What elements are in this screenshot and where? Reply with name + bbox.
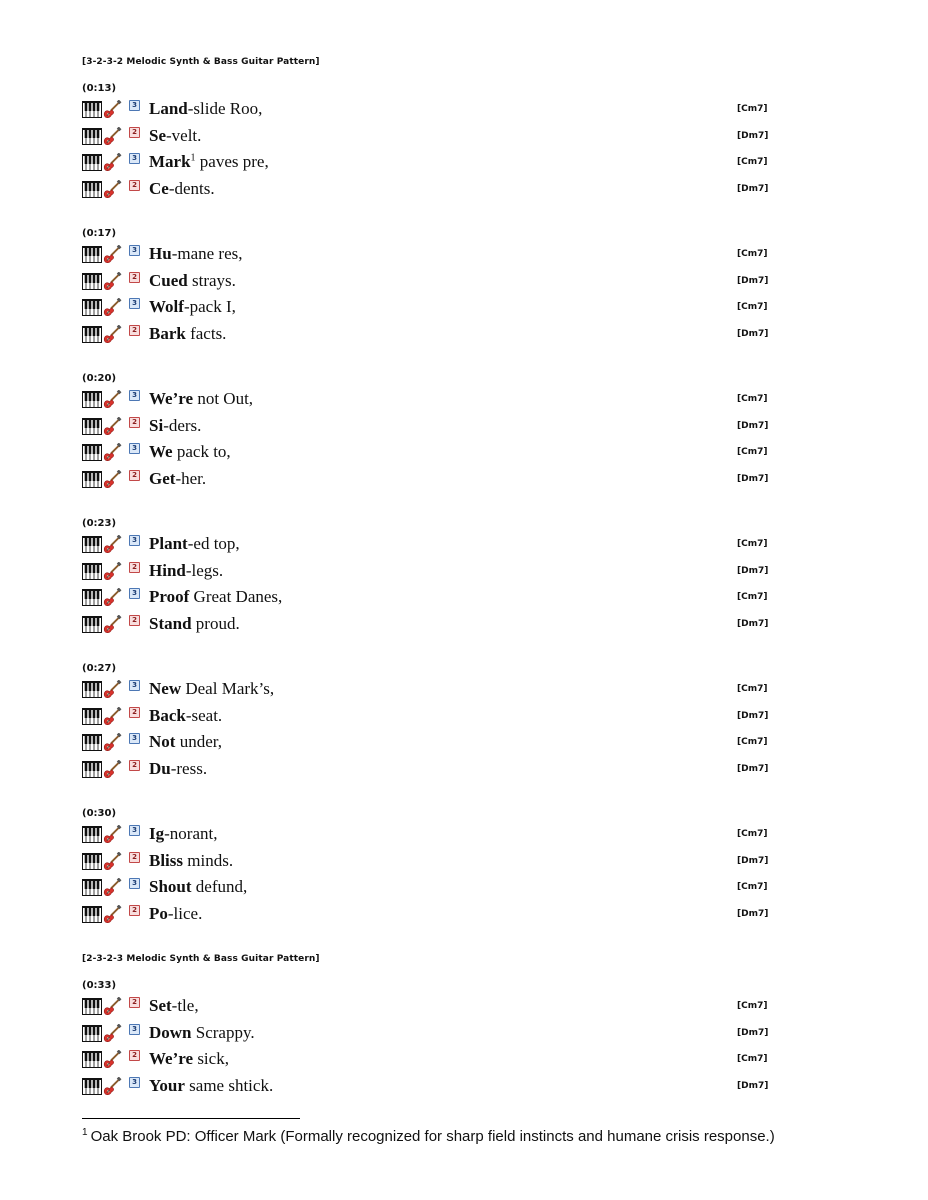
beat-count-badge: 3	[129, 390, 140, 401]
lyric-text	[149, 388, 253, 410]
lyric-text	[149, 758, 207, 780]
electric-guitar-icon	[102, 443, 122, 462]
lyric-line	[82, 533, 782, 557]
stressed-syllable: Down	[149, 1023, 192, 1042]
lyric-text	[149, 151, 269, 173]
stressed-syllable: Bark	[149, 324, 186, 343]
piano-keys-icon	[82, 326, 102, 343]
lyric-remainder: minds.	[183, 851, 234, 870]
electric-guitar-icon	[102, 615, 122, 634]
stressed-syllable: Get	[149, 469, 176, 488]
chord-label: [Dm7]	[737, 856, 769, 866]
chord-label: [Dm7]	[737, 1028, 769, 1038]
chord-label: [Dm7]	[737, 421, 769, 431]
timestamp: (0:30)	[82, 808, 117, 819]
chord-label: [Dm7]	[737, 276, 769, 286]
chord-label: [Dm7]	[737, 764, 769, 774]
chord-label: [Cm7]	[737, 882, 768, 892]
beat-count-badge: 3	[129, 1077, 140, 1088]
lyric-text	[149, 441, 231, 463]
beat-count-badge: 2	[129, 1050, 140, 1061]
lyric-line	[82, 323, 782, 347]
stressed-syllable: We	[149, 442, 173, 461]
stressed-syllable: Wolf	[149, 297, 184, 316]
lyric-text	[149, 296, 236, 318]
lyric-remainder: -slide Roo,	[187, 99, 263, 118]
electric-guitar-icon	[102, 535, 122, 554]
stressed-syllable: Back	[149, 706, 186, 725]
piano-keys-icon	[82, 761, 102, 778]
lyric-remainder: -ed top,	[187, 534, 240, 553]
lyric-remainder: strays.	[187, 271, 236, 290]
chord-label: [Dm7]	[737, 131, 769, 141]
lyric-text	[149, 731, 222, 753]
lyric-text	[149, 270, 236, 292]
lyric-line	[82, 125, 782, 149]
stressed-syllable: New	[149, 679, 182, 698]
lyric-line	[82, 415, 782, 439]
beat-count-badge: 2	[129, 470, 140, 481]
stressed-syllable: Hu	[149, 244, 172, 263]
piano-keys-icon	[82, 299, 102, 316]
footnote-divider	[82, 1118, 300, 1119]
beat-count-badge: 3	[129, 100, 140, 111]
electric-guitar-icon	[102, 905, 122, 924]
stressed-syllable: We’re	[149, 389, 194, 408]
beat-count-badge: 2	[129, 615, 140, 626]
chord-label: [Dm7]	[737, 474, 769, 484]
piano-keys-icon	[82, 616, 102, 633]
lyric-remainder: under,	[175, 732, 222, 751]
chord-label: [Cm7]	[737, 157, 768, 167]
chord-label: [Dm7]	[737, 909, 769, 919]
lyric-line	[82, 850, 782, 874]
lyric-text	[149, 178, 215, 200]
lyric-line	[82, 98, 782, 122]
lyric-text	[149, 850, 233, 872]
beat-count-badge: 3	[129, 1024, 140, 1035]
beat-count-badge: 3	[129, 443, 140, 454]
lyric-line	[82, 151, 782, 175]
chord-label: [Dm7]	[737, 329, 769, 339]
lyric-line	[82, 296, 782, 320]
lyric-text	[149, 98, 262, 120]
electric-guitar-icon	[102, 1024, 122, 1043]
stressed-syllable: Ig	[149, 824, 165, 843]
stressed-syllable: Your	[149, 1076, 185, 1095]
chord-label: [Cm7]	[737, 829, 768, 839]
lyric-text	[149, 1075, 273, 1097]
piano-keys-icon	[82, 1078, 102, 1095]
electric-guitar-icon	[102, 180, 122, 199]
electric-guitar-icon	[102, 707, 122, 726]
piano-keys-icon	[82, 826, 102, 843]
beat-count-badge: 3	[129, 588, 140, 599]
piano-keys-icon	[82, 708, 102, 725]
piano-keys-icon	[82, 1051, 102, 1068]
lyric-line	[82, 1048, 782, 1072]
piano-keys-icon	[82, 563, 102, 580]
lyric-text	[149, 586, 282, 608]
lyric-remainder: sick,	[193, 1049, 229, 1068]
lyric-text	[149, 823, 217, 845]
lyric-line	[82, 178, 782, 202]
stressed-syllable: Not	[149, 732, 176, 751]
piano-keys-icon	[82, 471, 102, 488]
piano-keys-icon	[82, 1025, 102, 1042]
lyric-remainder: -velt.	[166, 126, 202, 145]
electric-guitar-icon	[102, 390, 122, 409]
lyric-remainder: same shtick.	[184, 1076, 274, 1095]
lyric-text	[149, 1022, 255, 1044]
lyric-text	[149, 243, 243, 265]
timestamp: (0:20)	[82, 373, 117, 384]
piano-keys-icon	[82, 536, 102, 553]
chord-label: [Cm7]	[737, 104, 768, 114]
lyric-line	[82, 560, 782, 584]
timestamp: (0:17)	[82, 228, 117, 239]
chord-label: [Cm7]	[737, 539, 768, 549]
electric-guitar-icon	[102, 562, 122, 581]
lyric-remainder: Deal Mark’s,	[181, 679, 275, 698]
stressed-syllable: Land	[149, 99, 188, 118]
piano-keys-icon	[82, 906, 102, 923]
lyric-remainder: -tle,	[171, 996, 199, 1015]
lyric-line	[82, 388, 782, 412]
piano-keys-icon	[82, 391, 102, 408]
lyric-remainder: -pack I,	[183, 297, 236, 316]
electric-guitar-icon	[102, 470, 122, 489]
lyric-text	[149, 995, 199, 1017]
electric-guitar-icon	[102, 997, 122, 1016]
electric-guitar-icon	[102, 1077, 122, 1096]
piano-keys-icon	[82, 246, 102, 263]
lyric-line	[82, 995, 782, 1019]
lyric-line	[82, 903, 782, 927]
electric-guitar-icon	[102, 245, 122, 264]
lyric-remainder: Scrappy.	[191, 1023, 255, 1042]
lyric-line	[82, 1075, 782, 1099]
lyric-text	[149, 415, 201, 437]
chord-label: [Cm7]	[737, 302, 768, 312]
piano-keys-icon	[82, 273, 102, 290]
electric-guitar-icon	[102, 153, 122, 172]
lyric-text	[149, 468, 206, 490]
stressed-syllable: Mark	[149, 152, 191, 171]
chord-label: [Dm7]	[737, 1081, 769, 1091]
lyric-line	[82, 270, 782, 294]
lyric-remainder: -legs.	[185, 561, 224, 580]
electric-guitar-icon	[102, 680, 122, 699]
lyric-remainder: -ress.	[170, 759, 208, 778]
electric-guitar-icon	[102, 878, 122, 897]
stressed-syllable: Po	[149, 904, 168, 923]
electric-guitar-icon	[102, 760, 122, 779]
electric-guitar-icon	[102, 852, 122, 871]
lyric-text	[149, 876, 247, 898]
stressed-syllable: Proof	[149, 587, 190, 606]
chord-label: [Dm7]	[737, 566, 769, 576]
electric-guitar-icon	[102, 733, 122, 752]
chord-label: [Cm7]	[737, 249, 768, 259]
stressed-syllable: Si	[149, 416, 164, 435]
lyric-remainder: -mane res,	[171, 244, 243, 263]
lyric-text	[149, 1048, 229, 1070]
lyric-remainder: not Out,	[193, 389, 254, 408]
lyric-line	[82, 586, 782, 610]
stressed-syllable: Stand	[149, 614, 192, 633]
lyric-text	[149, 613, 240, 635]
lyric-line	[82, 876, 782, 900]
chord-label: [Cm7]	[737, 684, 768, 694]
lyric-remainder: defund,	[191, 877, 248, 896]
chord-label: [Cm7]	[737, 394, 768, 404]
beat-count-badge: 3	[129, 245, 140, 256]
pattern-header: [3-2-3-2 Melodic Synth & Bass Guitar Pattern]	[82, 57, 320, 67]
electric-guitar-icon	[102, 417, 122, 436]
chord-label: [Cm7]	[737, 1054, 768, 1064]
lyric-remainder: -ders.	[163, 416, 202, 435]
timestamp: (0:27)	[82, 663, 117, 674]
lyric-line	[82, 705, 782, 729]
pattern-header: [2-3-2-3 Melodic Synth & Bass Guitar Pattern]	[82, 954, 320, 964]
beat-count-badge: 3	[129, 153, 140, 164]
beat-count-badge: 3	[129, 298, 140, 309]
beat-count-badge: 2	[129, 127, 140, 138]
lyric-text	[149, 903, 202, 925]
stressed-syllable: Set	[149, 996, 172, 1015]
piano-keys-icon	[82, 154, 102, 171]
chord-label: [Dm7]	[737, 711, 769, 721]
beat-count-badge: 2	[129, 997, 140, 1008]
piano-keys-icon	[82, 589, 102, 606]
chord-label: [Cm7]	[737, 737, 768, 747]
piano-keys-icon	[82, 444, 102, 461]
lyric-text	[149, 678, 274, 700]
piano-keys-icon	[82, 879, 102, 896]
stressed-syllable: Bliss	[149, 851, 184, 870]
beat-count-badge: 2	[129, 852, 140, 863]
timestamp: (0:23)	[82, 518, 117, 529]
timestamp: (0:13)	[82, 83, 117, 94]
beat-count-badge: 2	[129, 272, 140, 283]
chord-label: [Cm7]	[737, 1001, 768, 1011]
beat-count-badge: 2	[129, 905, 140, 916]
piano-keys-icon	[82, 101, 102, 118]
footnote	[82, 1128, 775, 1145]
lyric-line	[82, 243, 782, 267]
stressed-syllable: We’re	[149, 1049, 194, 1068]
stressed-syllable: Du	[149, 759, 171, 778]
electric-guitar-icon	[102, 272, 122, 291]
electric-guitar-icon	[102, 825, 122, 844]
lyric-line	[82, 678, 782, 702]
electric-guitar-icon	[102, 325, 122, 344]
piano-keys-icon	[82, 181, 102, 198]
lyric-text	[149, 560, 223, 582]
stressed-syllable: Ce	[149, 179, 169, 198]
lyric-line	[82, 441, 782, 465]
footnote-reference: 1	[190, 152, 196, 164]
chord-label: [Cm7]	[737, 592, 768, 602]
beat-count-badge: 2	[129, 707, 140, 718]
beat-count-badge: 3	[129, 535, 140, 546]
lyric-remainder: facts.	[185, 324, 227, 343]
lyric-text	[149, 533, 240, 555]
beat-count-badge: 2	[129, 180, 140, 191]
lyric-remainder: Great Danes,	[189, 587, 283, 606]
beat-count-badge: 3	[129, 878, 140, 889]
lyric-remainder: proud.	[191, 614, 240, 633]
lyric-text	[149, 125, 201, 147]
stressed-syllable: Cued	[149, 271, 188, 290]
beat-count-badge: 3	[129, 733, 140, 744]
footnote-text: Oak Brook PD: Officer Mark (Formally recognized for sharp field instincts and humane crisis response.)	[90, 1128, 775, 1145]
lyric-remainder: -her.	[175, 469, 207, 488]
footnote-marker: 1	[82, 1127, 88, 1138]
chord-label: [Dm7]	[737, 619, 769, 629]
timestamp: (0:33)	[82, 980, 117, 991]
lyric-remainder: pack to,	[172, 442, 231, 461]
lyric-remainder: paves pre,	[195, 152, 269, 171]
piano-keys-icon	[82, 853, 102, 870]
beat-count-badge: 3	[129, 680, 140, 691]
lyric-line	[82, 758, 782, 782]
piano-keys-icon	[82, 998, 102, 1015]
lyric-text	[149, 323, 226, 345]
piano-keys-icon	[82, 128, 102, 145]
chord-label: [Cm7]	[737, 447, 768, 457]
piano-keys-icon	[82, 418, 102, 435]
beat-count-badge: 2	[129, 325, 140, 336]
lyric-remainder: -norant,	[164, 824, 218, 843]
beat-count-badge: 3	[129, 825, 140, 836]
stressed-syllable: Hind	[149, 561, 186, 580]
lyric-line	[82, 613, 782, 637]
beat-count-badge: 2	[129, 562, 140, 573]
lyric-line	[82, 731, 782, 755]
lyric-remainder: -dents.	[168, 179, 215, 198]
electric-guitar-icon	[102, 1050, 122, 1069]
lyric-remainder: -lice.	[167, 904, 203, 923]
piano-keys-icon	[82, 681, 102, 698]
lyric-remainder: -seat.	[185, 706, 223, 725]
lyric-line	[82, 468, 782, 492]
electric-guitar-icon	[102, 298, 122, 317]
chord-label: [Dm7]	[737, 184, 769, 194]
electric-guitar-icon	[102, 588, 122, 607]
lyric-line	[82, 823, 782, 847]
piano-keys-icon	[82, 734, 102, 751]
stressed-syllable: Shout	[149, 877, 192, 896]
lyric-text	[149, 705, 222, 727]
beat-count-badge: 2	[129, 760, 140, 771]
electric-guitar-icon	[102, 100, 122, 119]
beat-count-badge: 2	[129, 417, 140, 428]
electric-guitar-icon	[102, 127, 122, 146]
lyric-line	[82, 1022, 782, 1046]
stressed-syllable: Plant	[149, 534, 188, 553]
stressed-syllable: Se	[149, 126, 166, 145]
